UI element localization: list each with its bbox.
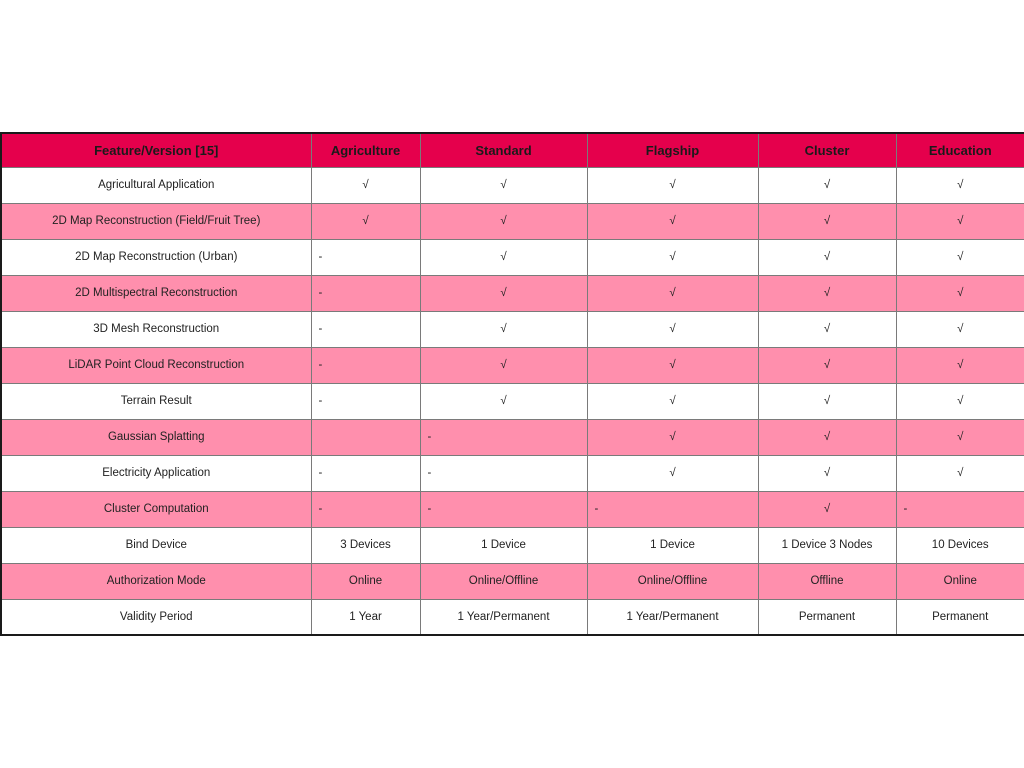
column-header-cluster: Cluster bbox=[758, 133, 896, 167]
column-header-education: Education bbox=[896, 133, 1024, 167]
value-cell-flagship: √ bbox=[587, 275, 758, 311]
value-cell-flagship: √ bbox=[587, 347, 758, 383]
value-cell-education: √ bbox=[896, 347, 1024, 383]
value-cell-flagship: √ bbox=[587, 419, 758, 455]
feature-name-cell: Validity Period bbox=[1, 599, 311, 635]
value-cell-cluster: √ bbox=[758, 311, 896, 347]
value-cell-cluster: √ bbox=[758, 419, 896, 455]
value-cell-flagship: 1 Year/Permanent bbox=[587, 599, 758, 635]
table-row bbox=[1, 203, 1024, 239]
value-cell-education: Online bbox=[896, 563, 1024, 599]
value-cell-flagship: - bbox=[587, 491, 758, 527]
value-cell-flagship: √ bbox=[587, 311, 758, 347]
value-cell-education: Permanent bbox=[896, 599, 1024, 635]
value-cell-standard: - bbox=[420, 419, 587, 455]
value-cell-flagship: √ bbox=[587, 167, 758, 203]
value-cell-standard: - bbox=[420, 455, 587, 491]
column-header-standard: Standard bbox=[420, 133, 587, 167]
table-row bbox=[1, 599, 1024, 635]
value-cell-education: √ bbox=[896, 383, 1024, 419]
value-cell-agriculture bbox=[311, 419, 420, 455]
value-cell-education: √ bbox=[896, 311, 1024, 347]
value-cell-agriculture: - bbox=[311, 383, 420, 419]
value-cell-education: √ bbox=[896, 203, 1024, 239]
value-cell-agriculture: - bbox=[311, 491, 420, 527]
value-cell-standard: √ bbox=[420, 311, 587, 347]
value-cell-agriculture: √ bbox=[311, 203, 420, 239]
value-cell-standard: √ bbox=[420, 383, 587, 419]
value-cell-agriculture: - bbox=[311, 239, 420, 275]
value-cell-agriculture: √ bbox=[311, 167, 420, 203]
value-cell-standard: 1 Year/Permanent bbox=[420, 599, 587, 635]
value-cell-flagship: Online/Offline bbox=[587, 563, 758, 599]
table-row bbox=[1, 239, 1024, 275]
value-cell-agriculture: 1 Year bbox=[311, 599, 420, 635]
value-cell-education: √ bbox=[896, 419, 1024, 455]
feature-name-cell: LiDAR Point Cloud Reconstruction bbox=[1, 347, 311, 383]
value-cell-agriculture: - bbox=[311, 311, 420, 347]
feature-name-cell: Terrain Result bbox=[1, 383, 311, 419]
value-cell-cluster: Permanent bbox=[758, 599, 896, 635]
feature-name-cell: Cluster Computation bbox=[1, 491, 311, 527]
value-cell-flagship: √ bbox=[587, 383, 758, 419]
table-body bbox=[1, 167, 1024, 635]
value-cell-standard: √ bbox=[420, 347, 587, 383]
value-cell-agriculture: - bbox=[311, 347, 420, 383]
value-cell-cluster: √ bbox=[758, 167, 896, 203]
value-cell-standard: Online/Offline bbox=[420, 563, 587, 599]
value-cell-cluster: √ bbox=[758, 347, 896, 383]
value-cell-flagship: √ bbox=[587, 455, 758, 491]
value-cell-agriculture: Online bbox=[311, 563, 420, 599]
value-cell-standard: √ bbox=[420, 167, 587, 203]
value-cell-flagship: 1 Device bbox=[587, 527, 758, 563]
table-row bbox=[1, 419, 1024, 455]
feature-name-cell: Gaussian Splatting bbox=[1, 419, 311, 455]
feature-comparison-table bbox=[0, 132, 1024, 636]
feature-name-cell: 2D Multispectral Reconstruction bbox=[1, 275, 311, 311]
table-row bbox=[1, 311, 1024, 347]
value-cell-cluster: √ bbox=[758, 275, 896, 311]
value-cell-cluster: Offline bbox=[758, 563, 896, 599]
table-row bbox=[1, 563, 1024, 599]
feature-name-cell: Electricity Application bbox=[1, 455, 311, 491]
value-cell-cluster: √ bbox=[758, 383, 896, 419]
value-cell-standard: 1 Device bbox=[420, 527, 587, 563]
table-header-row bbox=[1, 133, 1024, 167]
table-row bbox=[1, 383, 1024, 419]
feature-name-cell: 3D Mesh Reconstruction bbox=[1, 311, 311, 347]
value-cell-cluster: √ bbox=[758, 491, 896, 527]
value-cell-cluster: 1 Device 3 Nodes bbox=[758, 527, 896, 563]
column-header-feature-version-15: Feature/Version [15] bbox=[1, 133, 311, 167]
value-cell-education: √ bbox=[896, 239, 1024, 275]
value-cell-agriculture: 3 Devices bbox=[311, 527, 420, 563]
value-cell-agriculture: - bbox=[311, 455, 420, 491]
table-row bbox=[1, 275, 1024, 311]
table-row bbox=[1, 455, 1024, 491]
value-cell-cluster: √ bbox=[758, 455, 896, 491]
table-row bbox=[1, 491, 1024, 527]
value-cell-agriculture: - bbox=[311, 275, 420, 311]
feature-name-cell: Agricultural Application bbox=[1, 167, 311, 203]
column-header-flagship: Flagship bbox=[587, 133, 758, 167]
value-cell-cluster: √ bbox=[758, 239, 896, 275]
table-row bbox=[1, 167, 1024, 203]
value-cell-standard: √ bbox=[420, 275, 587, 311]
feature-name-cell: Authorization Mode bbox=[1, 563, 311, 599]
table-row bbox=[1, 527, 1024, 563]
value-cell-standard: √ bbox=[420, 203, 587, 239]
value-cell-education: - bbox=[896, 491, 1024, 527]
value-cell-flagship: √ bbox=[587, 203, 758, 239]
feature-name-cell: Bind Device bbox=[1, 527, 311, 563]
value-cell-cluster: √ bbox=[758, 203, 896, 239]
feature-name-cell: 2D Map Reconstruction (Urban) bbox=[1, 239, 311, 275]
value-cell-education: √ bbox=[896, 455, 1024, 491]
value-cell-education: 10 Devices bbox=[896, 527, 1024, 563]
value-cell-education: √ bbox=[896, 167, 1024, 203]
value-cell-education: √ bbox=[896, 275, 1024, 311]
value-cell-flagship: √ bbox=[587, 239, 758, 275]
value-cell-standard: - bbox=[420, 491, 587, 527]
feature-name-cell: 2D Map Reconstruction (Field/Fruit Tree) bbox=[1, 203, 311, 239]
value-cell-standard: √ bbox=[420, 239, 587, 275]
column-header-agriculture: Agriculture bbox=[311, 133, 420, 167]
table-row bbox=[1, 347, 1024, 383]
